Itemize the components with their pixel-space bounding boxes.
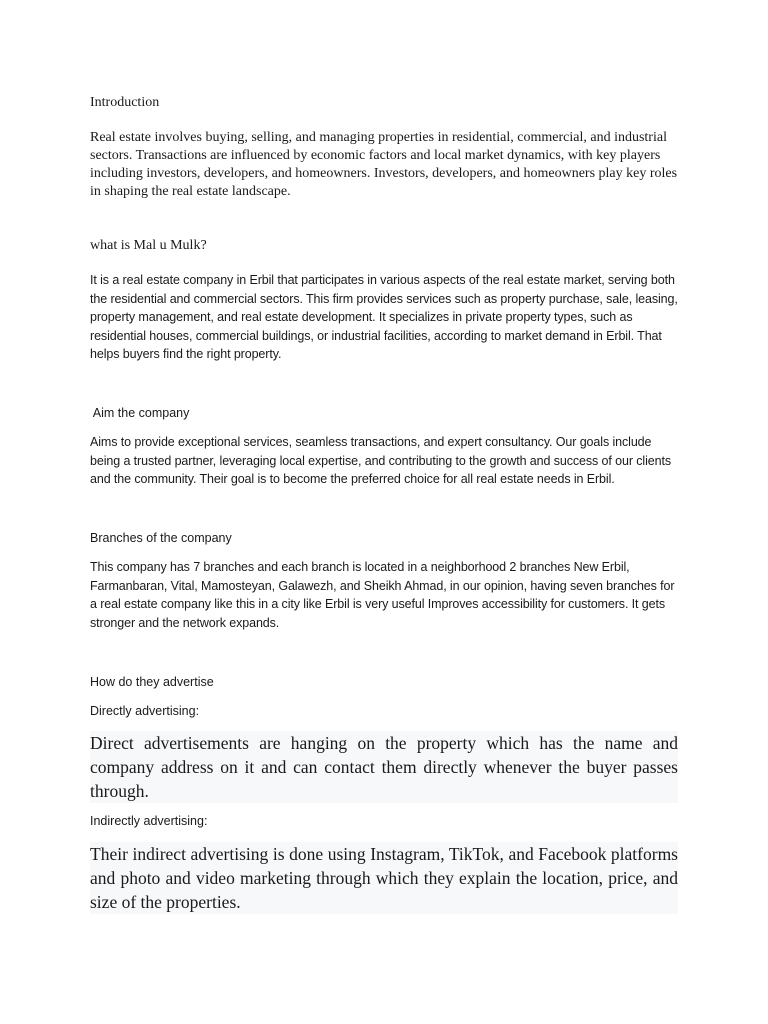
- direct-advertising-paragraph: Direct advertisements are hanging on the property which has the name and company address on it and can contact them directly whenever the buyer passes through.: [90, 733, 678, 801]
- advertise-heading: How do they advertise: [90, 675, 214, 689]
- branches-heading: Branches of the company: [90, 531, 232, 545]
- indirect-advertising-label: Indirectly advertising:: [90, 814, 208, 828]
- branches-paragraph: This company has 7 branches and each branch is located in a neighborhood 2 branches New Erbil, Farmanbaran, Vital, Mamosteyan, Galawezh, and Sheikh Ahmad, in our opinion, having seven branches for a real estate company like this in a city like Erbil is very useful Improves accessibility for customers. It gets stronger and the network expands.: [90, 560, 675, 630]
- direct-advertising-label: Directly advertising:: [90, 704, 200, 718]
- indirect-advertising-paragraph: Their indirect advertising is done using Instagram, TikTok, and Facebook platforms and photo and video marketing through which they explain the location, price, and size of the properties.: [90, 844, 678, 912]
- aim-heading: Aim the company: [90, 406, 190, 420]
- aim-paragraph: Aims to provide exceptional services, seamless transactions, and expert consultancy. Our goals include being a trusted partner, leveraging local expertise, and contributing to the growth and success of our clients and the community. Their goal is to become the preferred choice for all real estate needs in Erbil.: [90, 435, 672, 487]
- what-is-paragraph: It is a real estate company in Erbil that participates in various aspects of the real estate market, serving both the residential and commercial sectors. This firm provides services such as property purchase, sale, leasing, property management, and real estate development. It specializes in private property types, such as residential houses, commercial buildings, or industrial facilities, according to market demand in Erbil. That helps buyers find the right property.: [90, 273, 678, 362]
- what-is-heading: what is Mal u Mulk?: [90, 238, 207, 253]
- introduction-heading: Introduction: [90, 95, 160, 110]
- introduction-paragraph: Real estate involves buying, selling, and managing properties in residential, commercial, and industrial sectors. Transactions are influenced by economic factors and local market dynamics, with key players including investors, developers, and homeowners. Investors, developers, and homeowners play key roles in shaping the real estate landscape.: [90, 130, 678, 199]
